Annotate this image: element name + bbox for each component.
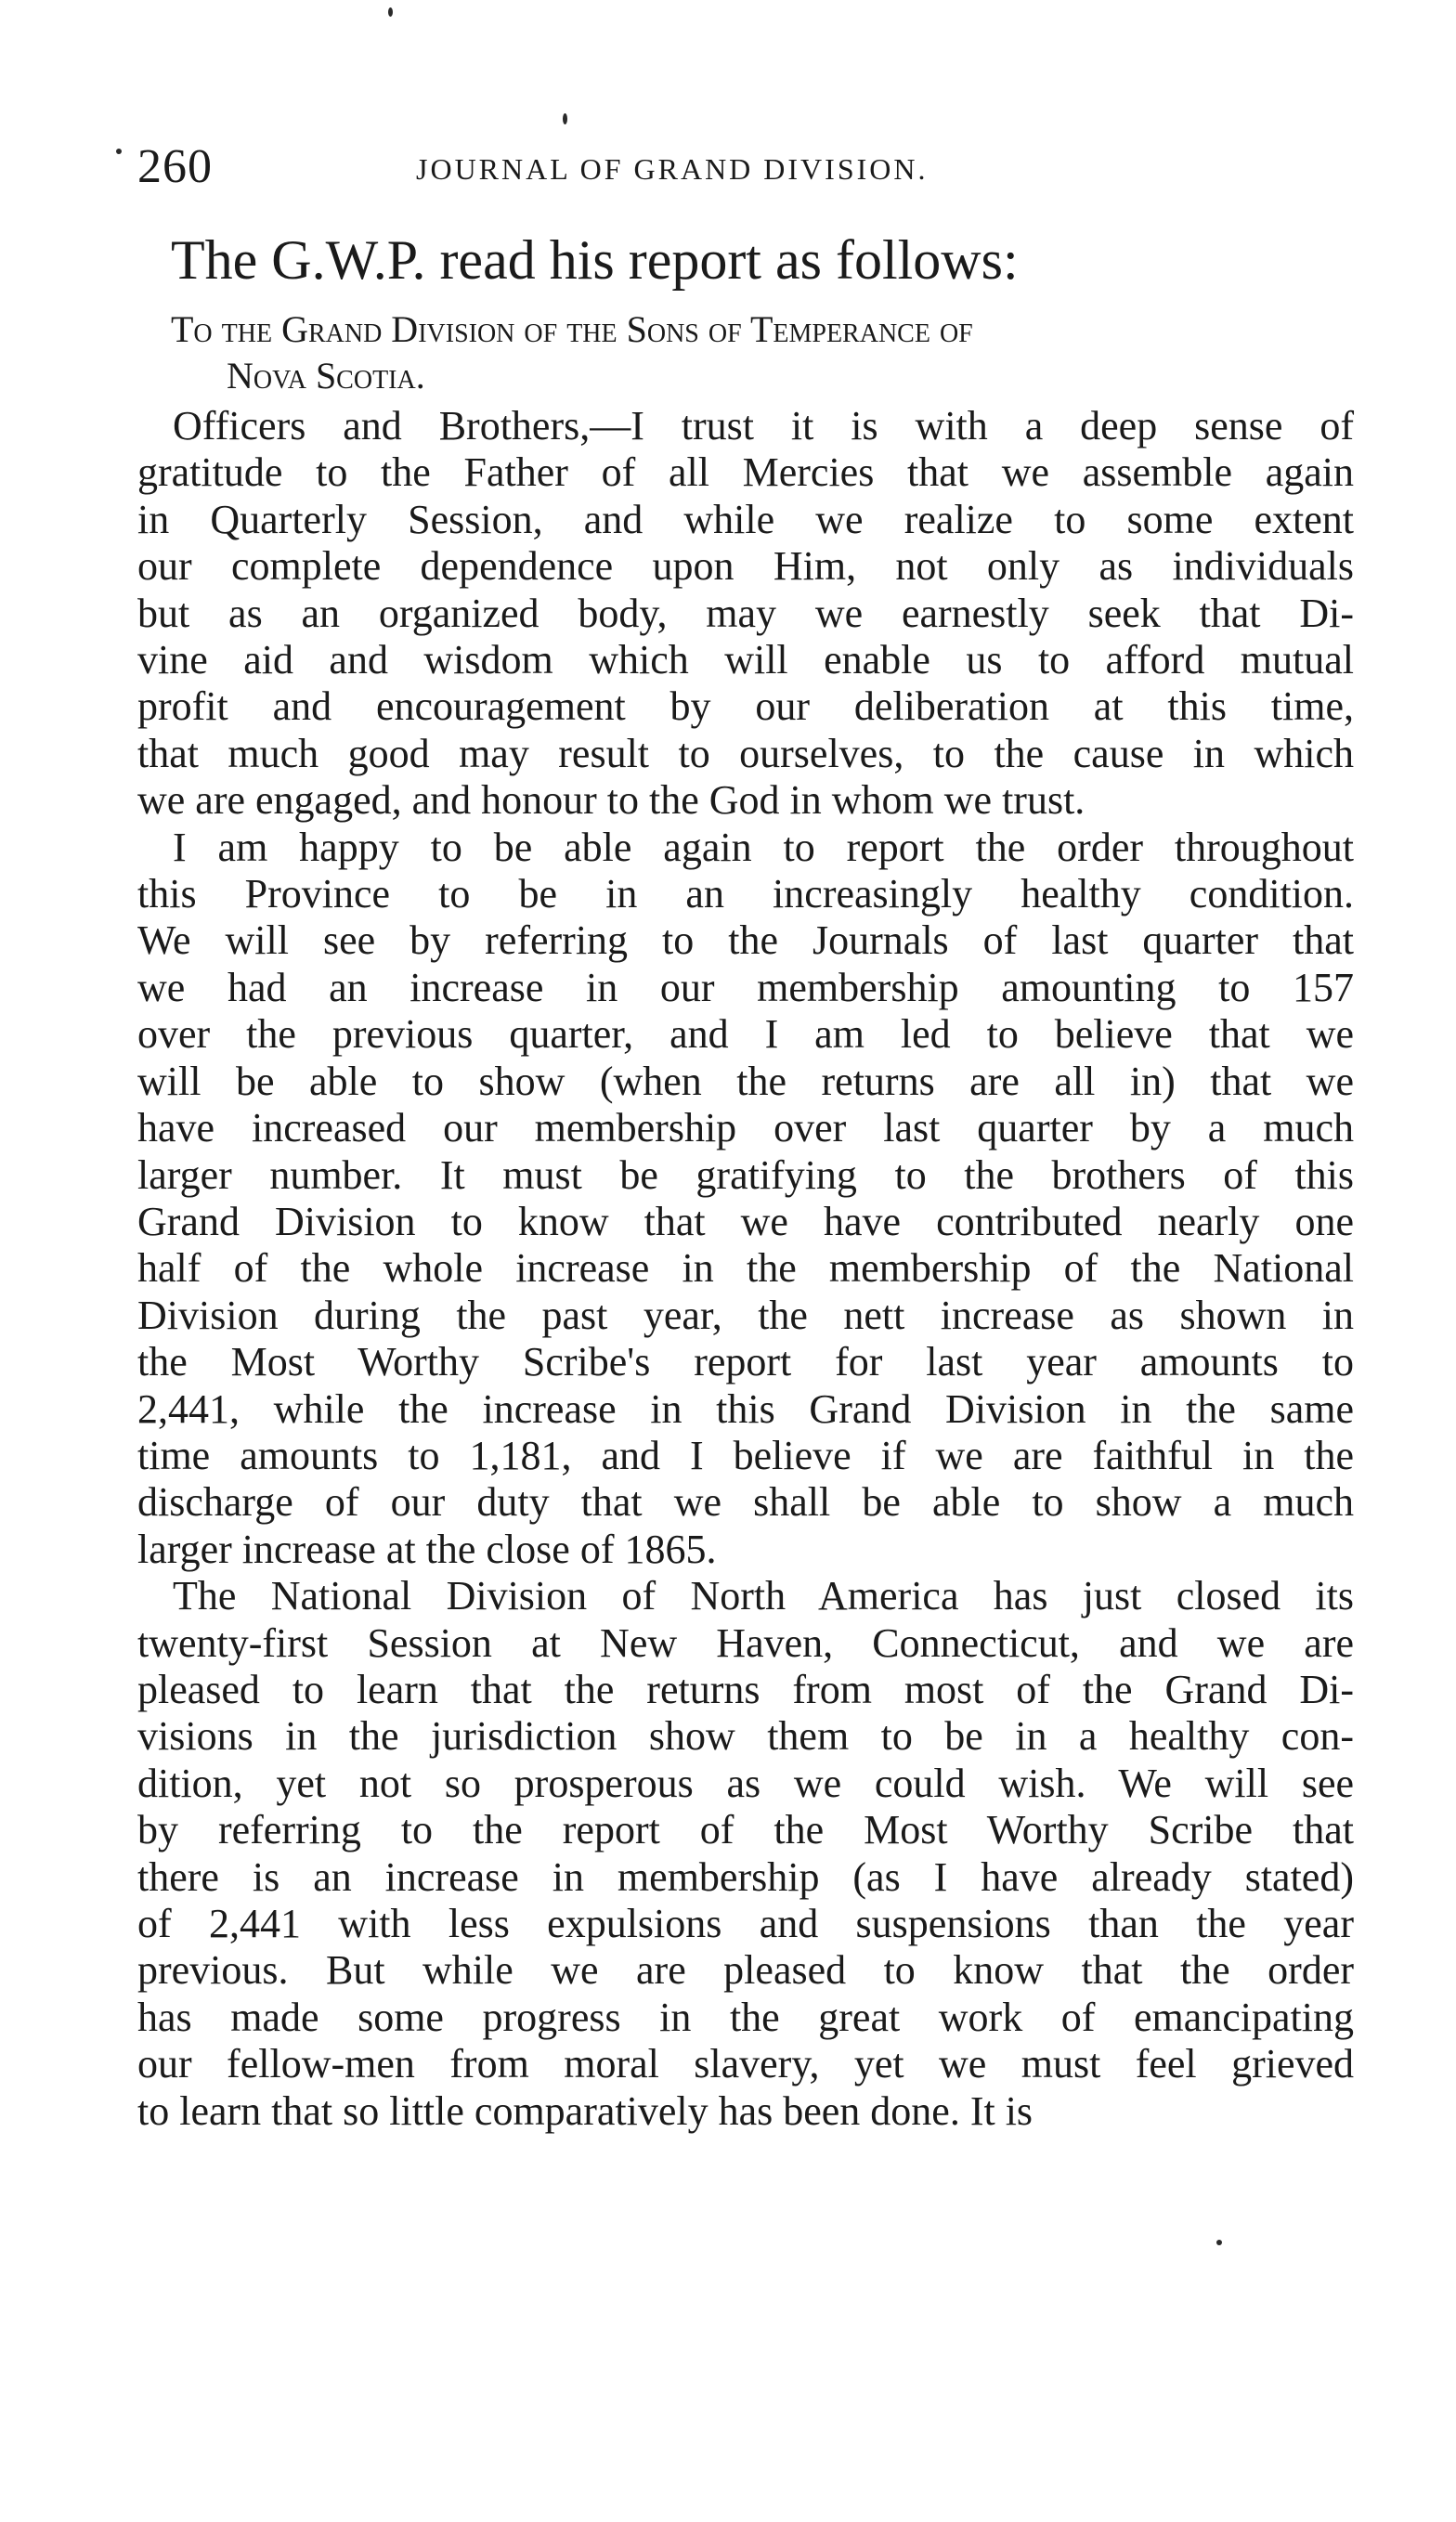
text-line: Division during the past year, the nett increase as shown in	[137, 1292, 1354, 1338]
addressee-line: Nova Scotia.	[227, 355, 425, 396]
text-line: pleased to learn that the returns from most of the Grand Di-	[137, 1666, 1354, 1712]
addressee-line: To the Grand Division of the Sons of Temperance of	[171, 308, 973, 350]
text-line: discharge of our duty that we shall be able to show a much	[137, 1479, 1354, 1526]
text-line: larger increase at the close of 1865.	[137, 1526, 717, 1572]
text-line: will be able to show (when the returns are all in) that we	[137, 1058, 1354, 1104]
text-line: gratitude to the Father of all Mercies that we assemble again	[137, 449, 1354, 496]
text-line: visions in the jurisdiction show them to be in a healthy con-	[137, 1713, 1354, 1760]
paragraph	[137, 1573, 1354, 2135]
text-line: of 2,441 with less expulsions and suspensions than the year	[137, 1901, 1354, 1946]
print-speck	[388, 7, 393, 17]
text-line: Grand Division to know that we have contributed nearly one	[137, 1198, 1354, 1244]
text-line: We will see by referring to the Journals of last quarter that	[137, 917, 1354, 964]
text-line: that much good may result to ourselves, to the cause in which	[137, 730, 1354, 776]
text-line: we are engaged, and honour to the God in whom we trust.	[137, 777, 1086, 824]
text-line: by referring to the report of the Most Worthy Scribe that	[137, 1807, 1354, 1853]
print-speck	[563, 113, 567, 124]
text-line: dition, yet not so prosperous as we could wish. We will see	[137, 1760, 1354, 1806]
text-line: have increased our membership over last quarter by a much	[137, 1105, 1354, 1151]
text-line: time amounts to 1,181, and I believe if we are faithful in the	[137, 1432, 1354, 1478]
text-line: our fellow-men from moral slavery, yet we must feel grieved	[137, 2041, 1354, 2087]
intro-line: The G.W.P. read his report as follows:	[171, 229, 1019, 291]
print-speck	[116, 149, 122, 154]
text-line: twenty-first Session at New Haven, Connecticut, and we are	[137, 1619, 1354, 1666]
text-line: I am happy to be able again to report the order throughout	[173, 824, 1354, 870]
text-line: over the previous quarter, and I am led to believe that we	[137, 1011, 1354, 1058]
page-number: 260	[137, 140, 213, 193]
paragraph	[137, 403, 1354, 825]
book-page	[137, 139, 1354, 2135]
text-line: profit and encouragement by our deliberation at this time,	[137, 683, 1354, 730]
text-line: The National Division of North America has just closed its	[173, 1573, 1354, 1619]
text-line: in Quarterly Session, and while we realize to some extent	[137, 496, 1354, 542]
text-line: but as an organized body, may we earnestly seek that Di-	[137, 590, 1354, 636]
text-line: we had an increase in our membership amounting to 157	[137, 964, 1354, 1010]
text-line: to learn that so little comparatively has been done. It is	[137, 2087, 1034, 2134]
paragraph	[137, 825, 1354, 1574]
print-speck	[1216, 2240, 1222, 2245]
text-line: Officers and Brothers,—I trust it is with a deep sense of	[173, 403, 1354, 448]
running-head	[137, 139, 1354, 223]
text-line: half of the whole increase in the membership of the National	[137, 1245, 1354, 1292]
text-line: there is an increase in membership (as I have already stated)	[137, 1853, 1354, 1900]
text-line: has made some progress in the great work of emancipating	[137, 1994, 1354, 2040]
text-line: larger number. It must be gratifying to the brothers of this	[137, 1151, 1354, 1198]
text-line: vine aid and wisdom which will enable us to afford mutual	[137, 637, 1354, 683]
text-line: 2,441, while the increase in this Grand Division in the same	[137, 1385, 1354, 1432]
text-line: our complete dependence upon Him, not only as individuals	[137, 543, 1354, 590]
running-title: JOURNAL OF GRAND DIVISION.	[416, 152, 929, 186]
text-line: the Most Worthy Scribe's report for last year amounts to	[137, 1339, 1354, 1385]
addressee	[137, 306, 1354, 399]
text-line: this Province to be in an increasingly healthy condition.	[137, 871, 1354, 917]
text-line: previous. But while we are pleased to know that the order	[137, 1947, 1354, 1994]
